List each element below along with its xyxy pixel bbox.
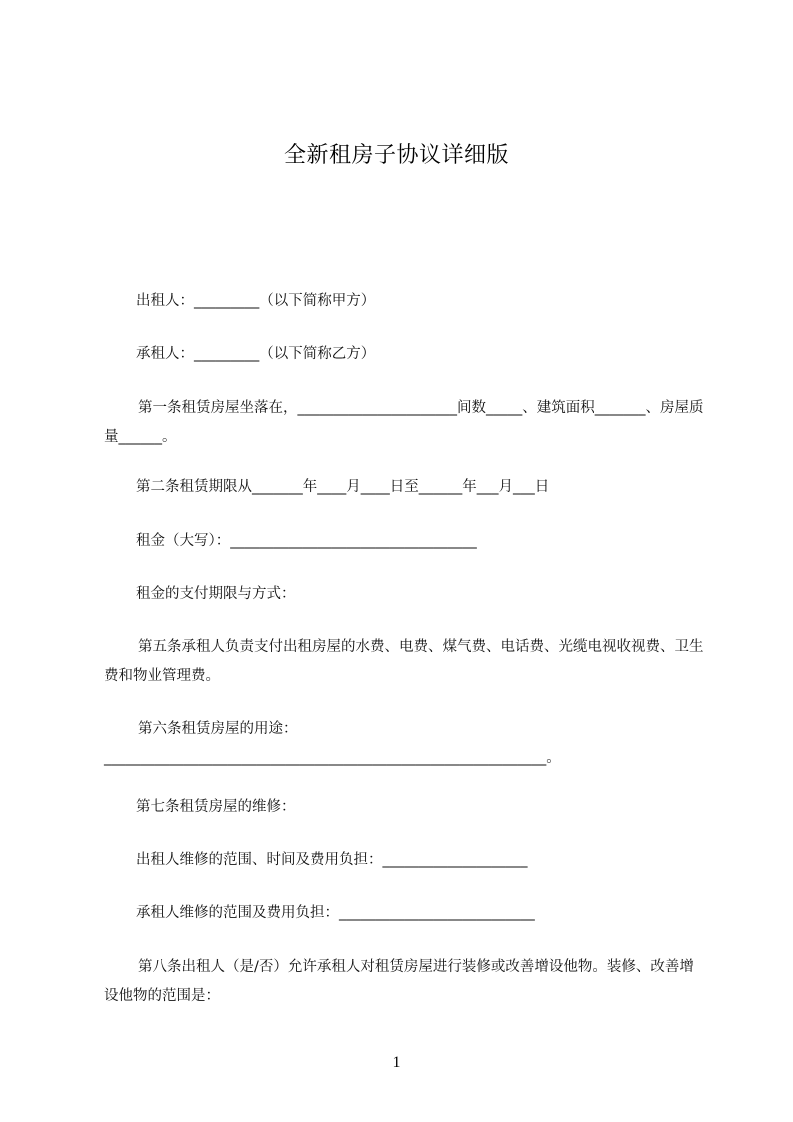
lessor-repair-line: 出租人维修的范围、时间及费用负担：____________________ <box>136 852 528 868</box>
article-5-fees: 第五条承租人负责支付出租房屋的水费、电费、煤气费、电话费、光缆电视收视费、卫生费和物业管理费。 <box>104 639 704 684</box>
article-7-repair: 第七条租赁房屋的维修： <box>136 799 296 815</box>
lessor-line: 出租人：_________（以下简称甲方） <box>136 293 376 309</box>
article-1-location: 第一条租赁房屋坐落在，______________________间数_____、建筑面积_______、房屋质量______。 <box>104 400 704 445</box>
page-number: 1 <box>392 1054 401 1071</box>
document-title: 全新租房子协议详细版 <box>283 143 509 168</box>
rent-amount-line: 租金（大写）：__________________________________ <box>136 533 477 549</box>
article-6-usage: 第六条租赁房屋的用途：_____________________________________________________________。 <box>104 721 561 766</box>
article-2-term: 第二条租赁期限从_______年____月____日至______年___月___日 <box>136 479 550 495</box>
lessee-repair-line: 承租人维修的范围及费用负担：___________________________ <box>136 905 535 921</box>
lessee-line: 承租人：_________（以下简称乙方） <box>136 346 376 362</box>
article-8-renovation: 第八条出租人（是/否）允许承租人对租赁房屋进行装修或改善增设他物。装修、改善增设他物的范围是： <box>104 959 694 1004</box>
payment-terms-line: 租金的支付期限与方式： <box>136 586 296 602</box>
